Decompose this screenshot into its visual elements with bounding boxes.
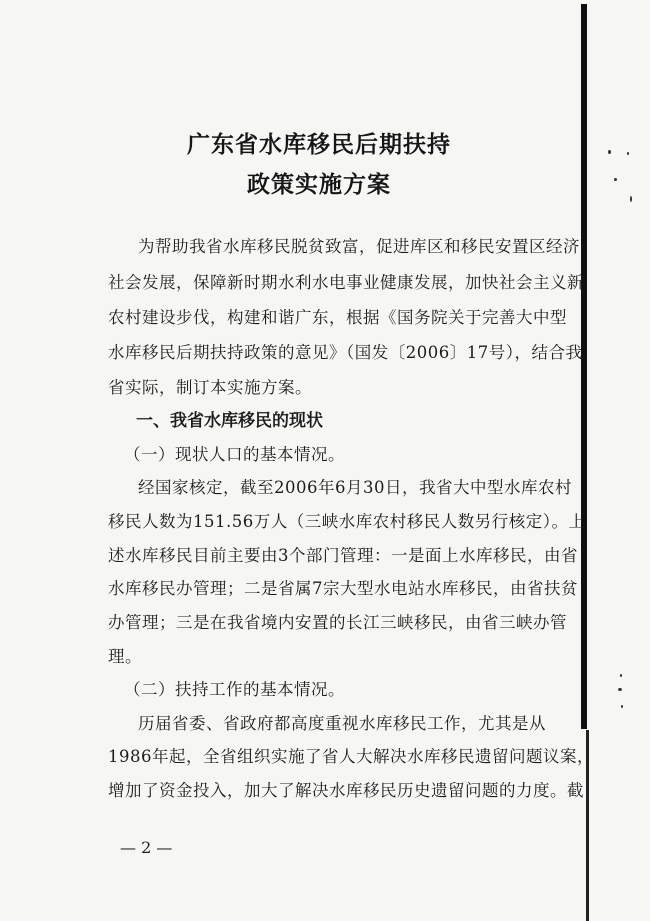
scan-speck xyxy=(621,705,623,708)
scan-speck xyxy=(620,674,622,677)
paragraph2-line: 述水库移民目前主要由3个部门管理：一是面上水库移民，由省 xyxy=(108,546,578,565)
paragraph2-line: 理。 xyxy=(108,647,142,666)
paragraph1-line: 农村建设步伐，构建和谐广东，根据《国务院关于完善大中型 xyxy=(108,308,567,327)
paragraph3-line: 增加了资金投入，加大了解决水库移民历史遗留问题的力度。截 xyxy=(108,781,584,800)
paragraph2-line: 水库移民办管理；二是省属7宗大型水电站水库移民，由省扶贫 xyxy=(108,579,578,598)
document-title-line1: 广东省水库移民后期扶持 xyxy=(187,132,451,158)
paragraph1-line: 社会发展，保障新时期水利水电事业健康发展，加快社会主义新 xyxy=(108,273,584,292)
paragraph2-line: 经国家核定，截至2006年6月30日，我省大中型水库农村 xyxy=(138,478,572,497)
paragraph3-line: 1986年起，全省组织实施了省人大解决水库移民遗留问题议案， xyxy=(108,747,594,766)
sub2-heading: （二）扶持工作的基本情况。 xyxy=(124,680,345,699)
sub1-heading: （一）现状人口的基本情况。 xyxy=(124,445,345,464)
page-number: — 2 — xyxy=(120,838,173,857)
paragraph2-line: 移民人数为151.56万人（三峡水库农村移民人数另行核定）。上 xyxy=(108,512,586,531)
paragraph2-line: 办管理；三是在我省境内安置的长江三峡移民，由省三峡办管 xyxy=(108,613,567,632)
section1-heading: 一、我省水库移民的现状 xyxy=(136,411,323,431)
paragraph3-line: 历届省委、省政府都高度重视水库移民工作，尤其是从 xyxy=(138,714,546,733)
paragraph1-line: 为帮助我省水库移民脱贫致富，促进库区和移民安置区经济 xyxy=(138,237,580,256)
scan-speck xyxy=(618,688,622,691)
document-title-line2: 政策实施方案 xyxy=(247,172,391,198)
paragraph1-line: 省实际，制订本实施方案。 xyxy=(108,378,312,397)
paragraph1-line: 水库移民后期扶持政策的意见》（国发〔2006〕17号），结合我 xyxy=(108,343,583,362)
